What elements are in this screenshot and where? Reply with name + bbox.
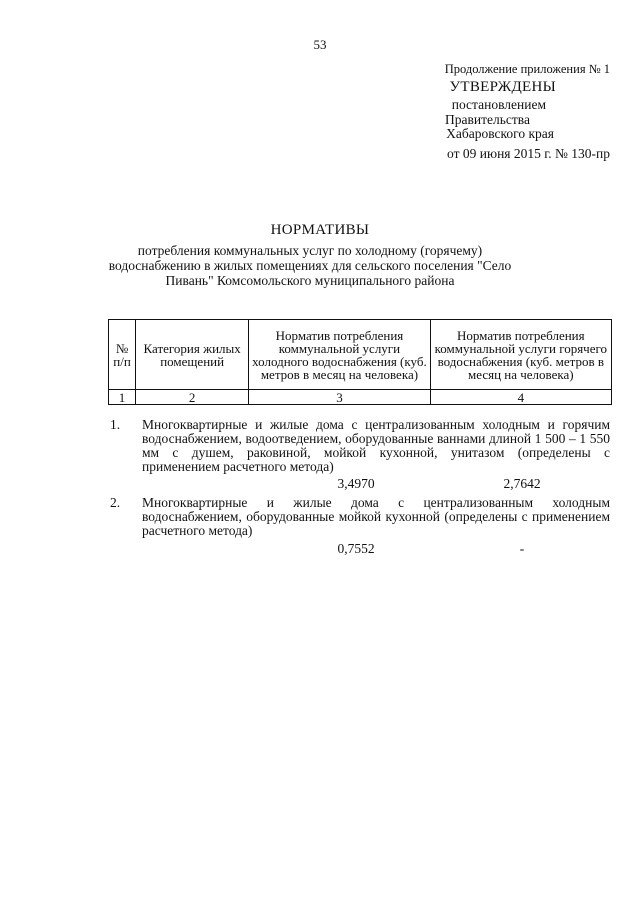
column-number: 4 [430,390,611,405]
cold-water-value: 0,7552 [337,541,375,556]
column-number: 3 [249,390,430,405]
header-number: № п/п [109,320,136,390]
document-subtitle: потребления коммунальных услуг по холодному (горячему) водоснабжению в жилых помещениях для сельского поселения "Село Пивань" Комсомольского муниципального района [108,243,512,288]
column-number: 2 [136,390,249,405]
approval-region: Хабаровского края [446,126,554,141]
appendix-continuation: Продолжение приложения № 1 [444,62,610,76]
header-cold-water: Норматив потребления коммунальной услуги холодного водоснабжения (куб. метров в месяц на человека) [249,320,430,390]
cold-water-value: 3,4970 [337,476,375,491]
column-number-row [109,390,612,405]
norms-table-header [108,319,612,405]
approval-decree: постановлением [451,97,546,112]
table-header-row [109,320,612,390]
approval-government: Правительства [445,112,530,127]
item-number: 1. [110,417,121,432]
column-number: 1 [109,390,136,405]
header-hot-water: Норматив потребления коммунальной услуги горячего водоснабжения (куб. метров в месяц на человека) [430,320,611,390]
item-description: Многоквартирные и жилые дома с централизованным холодным и горячим водоснабжением, водоотведением, оборудованные ваннами длиной 1 500 – 1 550 мм с душем, раковиной, мойкой кухонной, унитазом (определены с применением расчетного метода) [142,417,610,474]
hot-water-value: 2,7642 [503,476,541,491]
document-title: НОРМАТИВЫ [270,222,370,238]
item-number: 2. [110,495,121,510]
approval-date: от 09 июня 2015 г. № 130-пр [447,146,610,161]
approved-heading: УТВЕРЖДЕНЫ [449,79,556,95]
header-category: Категория жилых помещений [136,320,249,390]
page-number: 53 [313,37,327,52]
item-description: Многоквартирные и жилые дома с централизованным холодным водоснабжением, оборудованные мойкой кухонной (определены с применением расчетного метода) [142,495,610,538]
hot-water-value: - [519,541,525,556]
